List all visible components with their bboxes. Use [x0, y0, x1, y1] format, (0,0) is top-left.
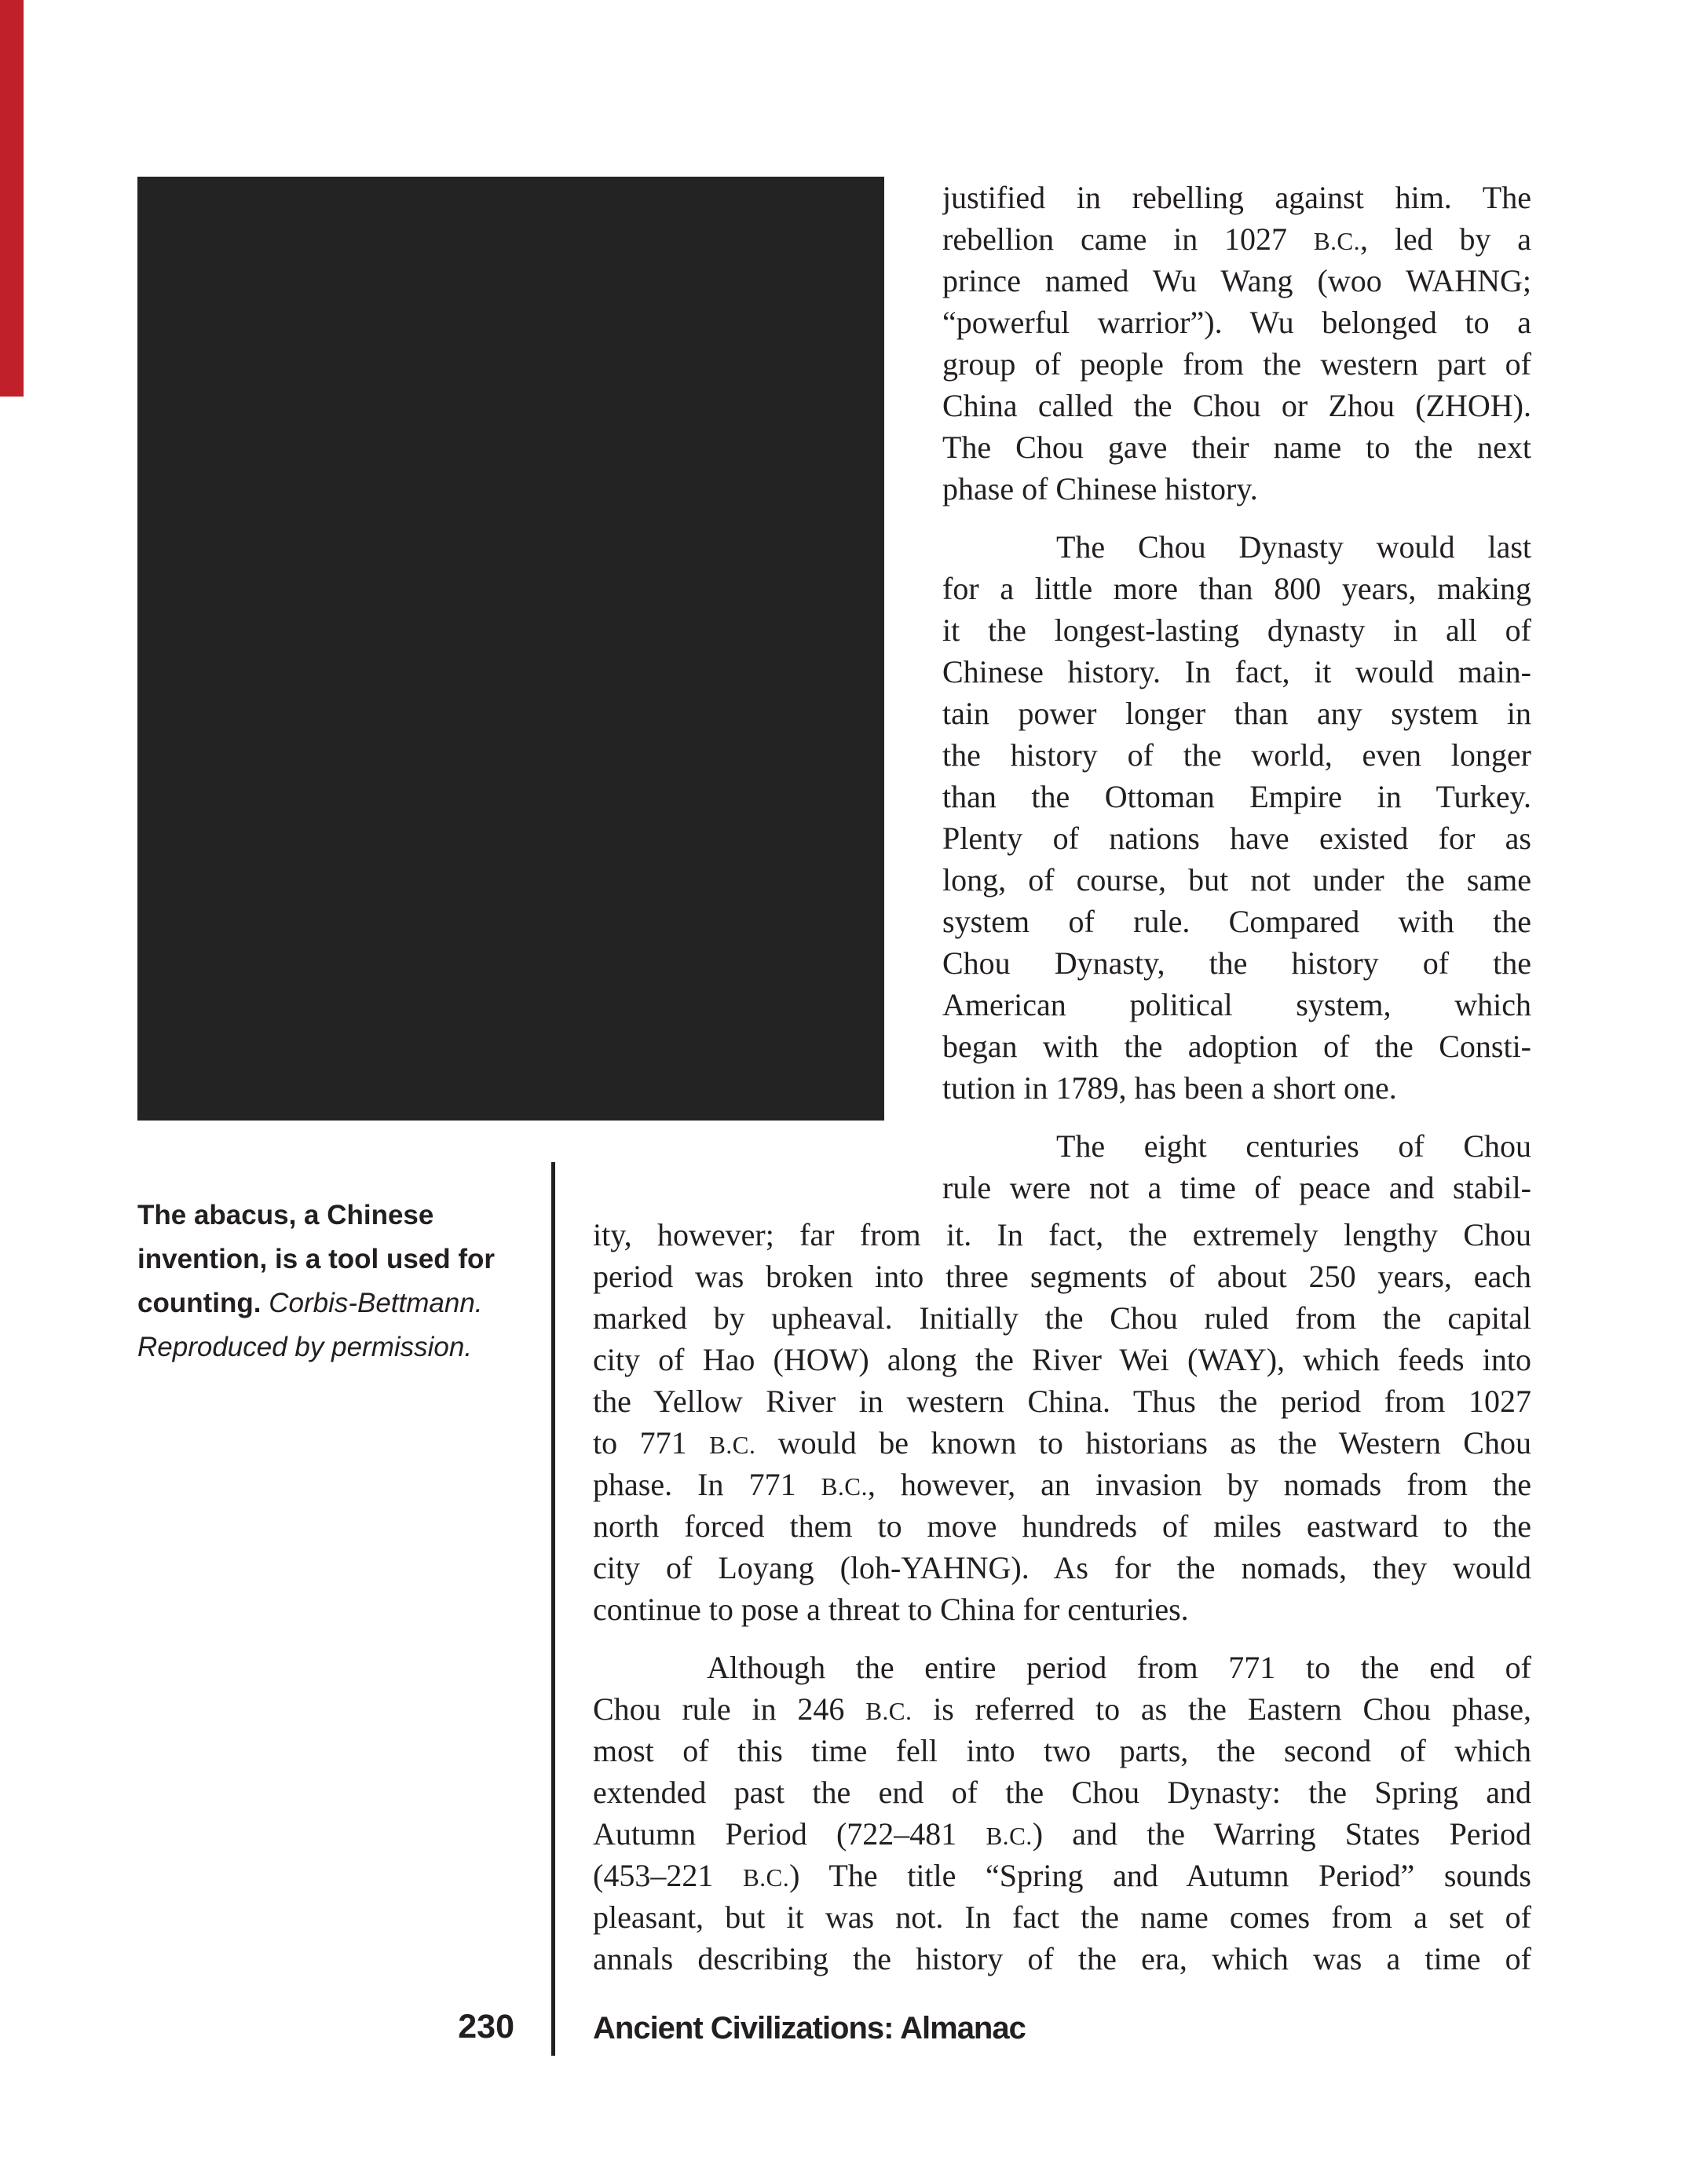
body-text-line: China called the Chou or Zhou (ZHOH). — [942, 388, 1531, 423]
caption-line — [137, 1325, 522, 1369]
body-text-line: rebellion came in 1027 B.C., led by a — [942, 221, 1531, 257]
body-text-line: group of people from the western part of — [942, 346, 1531, 382]
paragraph-gap — [942, 1109, 1531, 1125]
caption-line — [137, 1194, 522, 1238]
body-text-line: north forced them to move hundreds of miles eastward to the — [593, 1508, 1531, 1544]
page-edge-red-tab — [0, 0, 24, 397]
body-text-line: to 771 B.C. would be known to historians as the Western Chou — [593, 1425, 1531, 1461]
body-text-line: city of Hao (HOW) along the River Wei (WAY), which feeds into — [593, 1342, 1531, 1377]
body-text-line: justified in rebelling against him. The — [942, 180, 1531, 215]
body-text-line: marked by upheaval. Initially the Chou ruled from the capital — [593, 1300, 1531, 1336]
body-text-line: “powerful warrior”). Wu belonged to a — [942, 305, 1531, 340]
body-text-line: Chinese history. In fact, it would main- — [942, 654, 1531, 689]
body-text-line: for a little more than 800 years, making — [942, 571, 1531, 606]
body-text-line: tain power longer than any system in — [942, 696, 1531, 731]
body-text-line: Autumn Period (722–481 B.C.) and the Warring States Period — [593, 1816, 1531, 1852]
body-text-line: prince named Wu Wang (woo WAHNG; — [942, 263, 1531, 298]
body-text-line: began with the adoption of the Consti- — [942, 1029, 1531, 1064]
body-text-line: American political system, which — [942, 987, 1531, 1022]
caption-segment: counting. — [137, 1288, 269, 1318]
vertical-divider-rule — [551, 1162, 555, 2056]
body-text-line: The eight centuries of Chou — [1056, 1128, 1531, 1164]
caption-line — [137, 1238, 522, 1281]
body-text-line: Chou Dynasty, the history of the — [942, 945, 1531, 981]
caption-segment: The abacus, a Chinese — [137, 1200, 434, 1230]
caption-line — [137, 1281, 522, 1325]
body-text-line: extended past the end of the Chou Dynasty: the Spring and — [593, 1775, 1531, 1810]
body-text-wide-column — [593, 1214, 1531, 1980]
body-text-line: (453–221 B.C.) The title “Spring and Autumn Period” sounds — [593, 1858, 1531, 1893]
body-text-line: period was broken into three segments of about 250 years, each — [593, 1259, 1531, 1294]
caption-segment: Reproduced by permission. — [137, 1332, 473, 1362]
caption-segment: invention, is a tool used for — [137, 1244, 496, 1274]
body-text-line: it the longest-lasting dynasty in all of — [942, 612, 1531, 648]
paragraph-gap — [942, 510, 1531, 526]
body-text-line: The Chou Dynasty would last — [1056, 529, 1531, 565]
body-text-line: city of Loyang (loh-YAHNG). As for the nomads, they would — [593, 1550, 1531, 1585]
page-number: 230 — [458, 2008, 514, 2046]
photo-caption — [137, 1194, 522, 1369]
body-text-line: The Chou gave their name to the next — [942, 430, 1531, 465]
body-text-line: Plenty of nations have existed for as — [942, 821, 1531, 856]
body-text-line: long, of course, but not under the same — [942, 862, 1531, 898]
body-text-line: Chou rule in 246 B.C. is referred to as the Eastern Chou phase, — [593, 1691, 1531, 1727]
paragraph-gap — [593, 1630, 1531, 1647]
body-text-line: ity, however; far from it. In fact, the extremely lengthy Chou — [593, 1217, 1531, 1252]
footer-book-title: Ancient Civilizations: Almanac — [593, 2011, 1026, 2046]
abacus-photo — [137, 177, 884, 1121]
body-text-line: rule were not a time of peace and stabil- — [942, 1170, 1531, 1205]
body-text-line: annals describing the history of the era, which was a time of — [593, 1941, 1531, 1976]
body-text-line: pleasant, but it was not. In fact the name comes from a set of — [593, 1899, 1531, 1935]
body-text-line: the Yellow River in western China. Thus the period from 1027 — [593, 1384, 1531, 1419]
body-text-line: phase. In 771 B.C., however, an invasion by nomads from the — [593, 1467, 1531, 1502]
body-text-line: phase of Chinese history. — [942, 471, 1258, 506]
body-text-line: than the Ottoman Empire in Turkey. — [942, 779, 1531, 814]
body-text-line: tution in 1789, has been a short one. — [942, 1070, 1397, 1106]
body-text-narrow-column — [942, 177, 1531, 1208]
body-text-line: system of rule. Compared with the — [942, 904, 1531, 939]
body-text-line: most of this time fell into two parts, the second of which — [593, 1733, 1531, 1768]
body-text-line: continue to pose a threat to China for centuries. — [593, 1592, 1189, 1627]
caption-segment: Corbis-Bettmann. — [269, 1288, 483, 1318]
body-text-line: Although the entire period from 771 to the end of — [707, 1650, 1531, 1685]
body-text-line: the history of the world, even longer — [942, 737, 1531, 773]
